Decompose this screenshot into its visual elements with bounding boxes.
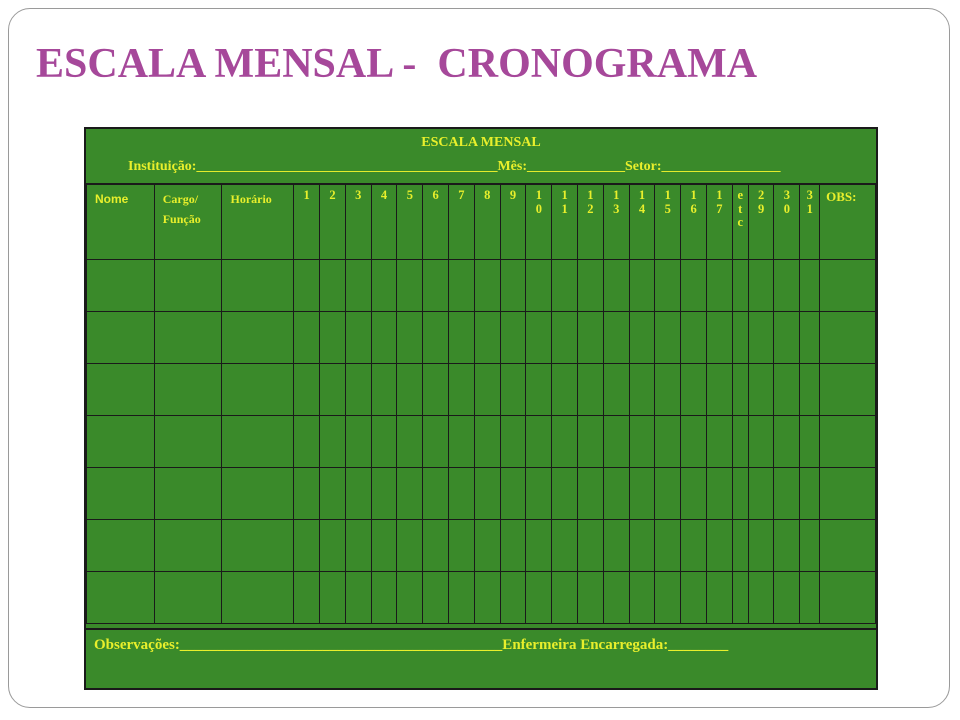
col-day-label: 1 3 — [613, 188, 620, 216]
schedule-cell[interactable] — [681, 468, 707, 520]
schedule-cell[interactable] — [800, 520, 820, 572]
col-day-label: 1 — [303, 188, 310, 202]
schedule-cell[interactable] — [294, 572, 320, 624]
col-day — [552, 185, 578, 260]
schedule-cell[interactable] — [603, 572, 629, 624]
schedule-cell[interactable] — [732, 520, 748, 572]
schedule-cell[interactable] — [87, 260, 155, 312]
col-cargo-line1: Cargo/ — [162, 192, 199, 206]
schedule-cell[interactable] — [820, 364, 876, 416]
col-day — [474, 185, 500, 260]
col-obs — [820, 185, 876, 260]
schedule-cell[interactable] — [500, 520, 526, 572]
schedule-cell[interactable] — [294, 260, 320, 312]
schedule-cell[interactable] — [371, 572, 397, 624]
schedule-cell[interactable] — [552, 572, 578, 624]
col-nome — [87, 185, 155, 260]
schedule-row — [87, 468, 876, 520]
schedule-cell[interactable] — [681, 364, 707, 416]
schedule-cell[interactable] — [371, 468, 397, 520]
schedule-cell[interactable] — [320, 364, 346, 416]
schedule-cell[interactable] — [774, 260, 800, 312]
schedule-cell[interactable] — [655, 468, 681, 520]
col-day — [800, 185, 820, 260]
schedule-cell[interactable] — [552, 364, 578, 416]
schedule-cell[interactable] — [294, 468, 320, 520]
col-day — [294, 185, 320, 260]
schedule-cell[interactable] — [371, 312, 397, 364]
slide-title: ESCALA MENSAL - CRONOGRAMA — [36, 41, 758, 87]
col-day-label: 1 7 — [716, 188, 723, 216]
schedule-cell[interactable] — [578, 572, 604, 624]
schedule-cell[interactable] — [222, 364, 294, 416]
schedule-cell[interactable] — [552, 312, 578, 364]
schedule-row — [87, 364, 876, 416]
schedule-cell[interactable] — [500, 416, 526, 468]
schedule-cell[interactable] — [320, 520, 346, 572]
schedule-cell[interactable] — [423, 572, 449, 624]
col-day-label: 2 9 — [757, 188, 765, 216]
schedule-cell[interactable] — [449, 416, 475, 468]
col-day — [371, 185, 397, 260]
schedule-cell[interactable] — [154, 312, 222, 364]
col-day — [732, 185, 748, 260]
schedule-cell[interactable] — [397, 468, 423, 520]
schedule-cell[interactable] — [681, 572, 707, 624]
schedule-cell[interactable] — [371, 520, 397, 572]
col-day — [629, 185, 655, 260]
schedule-cell[interactable] — [500, 312, 526, 364]
schedule-cell[interactable] — [154, 260, 222, 312]
schedule-cell[interactable] — [707, 572, 733, 624]
schedule-cell[interactable] — [707, 468, 733, 520]
schedule-cell[interactable] — [500, 260, 526, 312]
schedule-cell[interactable] — [603, 312, 629, 364]
schedule-cell[interactable] — [345, 416, 371, 468]
schedule-cell[interactable] — [774, 468, 800, 520]
col-cargo — [154, 185, 222, 260]
schedule-cell[interactable] — [820, 572, 876, 624]
schedule-cell[interactable] — [732, 364, 748, 416]
schedule-cell[interactable] — [681, 312, 707, 364]
schedule-cell[interactable] — [732, 572, 748, 624]
schedule-cell[interactable] — [87, 468, 155, 520]
institution-month-sector-line: Instituição:___________________________________________Mês:______________Setor:_________________ — [128, 159, 781, 174]
col-day — [578, 185, 604, 260]
schedule-cell[interactable] — [800, 312, 820, 364]
schedule-cell[interactable] — [732, 468, 748, 520]
col-day — [526, 185, 552, 260]
schedule-cell[interactable] — [345, 260, 371, 312]
schedule-cell[interactable] — [449, 572, 475, 624]
schedule-cell[interactable] — [294, 364, 320, 416]
schedule-cell[interactable] — [474, 468, 500, 520]
schedule-cell[interactable] — [294, 312, 320, 364]
col-cargo-line2: Função — [162, 212, 201, 226]
schedule-cell[interactable] — [748, 260, 774, 312]
col-day — [707, 185, 733, 260]
schedule-cell[interactable] — [345, 364, 371, 416]
schedule-cell[interactable] — [87, 416, 155, 468]
schedule-cell[interactable] — [774, 572, 800, 624]
col-day-label: 1 1 — [561, 188, 568, 216]
schedule-cell[interactable] — [397, 520, 423, 572]
col-day-label: e t c — [737, 188, 744, 229]
schedule-cell[interactable] — [629, 572, 655, 624]
col-obs-label: OBS: — [826, 189, 857, 204]
schedule-cell[interactable] — [603, 260, 629, 312]
schedule-cell[interactable] — [732, 312, 748, 364]
col-day-label: 8 — [484, 188, 491, 202]
schedule-cell[interactable] — [87, 364, 155, 416]
schedule-cell[interactable] — [526, 468, 552, 520]
schedule-cell[interactable] — [500, 364, 526, 416]
schedule-cell[interactable] — [449, 312, 475, 364]
schedule-cell[interactable] — [294, 416, 320, 468]
schedule-cell[interactable] — [154, 416, 222, 468]
col-day-label: 1 0 — [535, 188, 542, 216]
schedule-cell[interactable] — [345, 468, 371, 520]
schedule-cell[interactable] — [578, 260, 604, 312]
schedule-cell[interactable] — [748, 468, 774, 520]
col-day — [748, 185, 774, 260]
schedule-cell[interactable] — [578, 520, 604, 572]
schedule-cell[interactable] — [397, 260, 423, 312]
schedule-cell[interactable] — [397, 312, 423, 364]
col-day-label: 3 0 — [783, 188, 790, 216]
col-day — [774, 185, 800, 260]
col-day-label: 5 — [406, 188, 413, 202]
schedule-cell[interactable] — [449, 520, 475, 572]
schedule-cell[interactable] — [449, 364, 475, 416]
schedule-cell[interactable] — [629, 312, 655, 364]
col-day-label: 1 4 — [638, 188, 646, 216]
col-day-label: 7 — [458, 188, 465, 202]
col-day-label: 2 — [329, 188, 336, 202]
schedule-cell[interactable] — [748, 520, 774, 572]
schedule-cell[interactable] — [707, 520, 733, 572]
schedule-cell[interactable] — [732, 416, 748, 468]
schedule-cell[interactable] — [655, 416, 681, 468]
schedule-cell[interactable] — [474, 520, 500, 572]
schedule-cell[interactable] — [552, 416, 578, 468]
schedule-cell[interactable] — [154, 520, 222, 572]
schedule-cell[interactable] — [474, 260, 500, 312]
schedule-cell[interactable] — [222, 416, 294, 468]
form-title: ESCALA MENSAL — [421, 135, 541, 150]
schedule-cell[interactable] — [320, 416, 346, 468]
schedule-cell[interactable] — [800, 572, 820, 624]
schedule-cell[interactable] — [820, 312, 876, 364]
schedule-cell[interactable] — [397, 416, 423, 468]
schedule-cell[interactable] — [154, 572, 222, 624]
col-day — [500, 185, 526, 260]
schedule-cell[interactable] — [629, 520, 655, 572]
schedule-cell[interactable] — [820, 416, 876, 468]
schedule-cell[interactable] — [320, 260, 346, 312]
schedule-cell[interactable] — [732, 260, 748, 312]
schedule-cell[interactable] — [603, 520, 629, 572]
col-day — [603, 185, 629, 260]
col-day — [423, 185, 449, 260]
col-day — [681, 185, 707, 260]
schedule-row — [87, 520, 876, 572]
schedule-cell[interactable] — [629, 416, 655, 468]
col-day-label: 3 1 — [806, 188, 813, 216]
schedule-cell[interactable] — [800, 260, 820, 312]
schedule-cell[interactable] — [707, 416, 733, 468]
schedule-cell[interactable] — [681, 416, 707, 468]
schedule-cell[interactable] — [774, 312, 800, 364]
schedule-cell[interactable] — [820, 260, 876, 312]
schedule-cell[interactable] — [655, 520, 681, 572]
schedule-cell[interactable] — [655, 312, 681, 364]
schedule-cell[interactable] — [552, 520, 578, 572]
schedule-cell[interactable] — [552, 260, 578, 312]
schedule-cell[interactable] — [345, 520, 371, 572]
schedule-cell[interactable] — [397, 364, 423, 416]
col-day — [345, 185, 371, 260]
schedule-cell[interactable] — [526, 364, 552, 416]
schedule-cell[interactable] — [423, 416, 449, 468]
schedule-cell[interactable] — [222, 312, 294, 364]
schedule-cell[interactable] — [423, 312, 449, 364]
schedule-cell[interactable] — [345, 572, 371, 624]
schedule-cell[interactable] — [222, 468, 294, 520]
schedule-cell[interactable] — [222, 520, 294, 572]
schedule-cell[interactable] — [320, 312, 346, 364]
schedule-cell[interactable] — [87, 312, 155, 364]
schedule-cell[interactable] — [748, 572, 774, 624]
col-day — [320, 185, 346, 260]
col-day — [449, 185, 475, 260]
schedule-cell[interactable] — [320, 468, 346, 520]
schedule-cell[interactable] — [820, 468, 876, 520]
schedule-row — [87, 260, 876, 312]
schedule-cell[interactable] — [578, 416, 604, 468]
col-day-label: 1 2 — [587, 188, 594, 216]
schedule-cell[interactable] — [371, 260, 397, 312]
col-horario — [222, 185, 294, 260]
schedule-cell[interactable] — [603, 364, 629, 416]
schedule-cell[interactable] — [629, 260, 655, 312]
schedule-cell[interactable] — [800, 468, 820, 520]
schedule-cell[interactable] — [603, 468, 629, 520]
schedule-row — [87, 572, 876, 624]
schedule-cell[interactable] — [655, 572, 681, 624]
schedule-cell[interactable] — [222, 572, 294, 624]
schedule-cell[interactable] — [774, 520, 800, 572]
schedule-cell[interactable] — [294, 520, 320, 572]
col-day-label: 6 — [432, 188, 439, 202]
schedule-cell[interactable] — [474, 416, 500, 468]
schedule-form — [84, 127, 878, 690]
schedule-cell[interactable] — [397, 572, 423, 624]
schedule-cell[interactable] — [371, 364, 397, 416]
schedule-cell[interactable] — [423, 520, 449, 572]
schedule-cell[interactable] — [371, 416, 397, 468]
schedule-cell[interactable] — [423, 364, 449, 416]
schedule-row — [87, 416, 876, 468]
schedule-cell[interactable] — [87, 520, 155, 572]
col-day-label: 1 5 — [664, 188, 671, 216]
schedule-cell[interactable] — [154, 468, 222, 520]
schedule-cell[interactable] — [707, 364, 733, 416]
schedule-cell[interactable] — [800, 416, 820, 468]
schedule-cell[interactable] — [774, 364, 800, 416]
header-row — [87, 185, 876, 260]
schedule-cell[interactable] — [748, 416, 774, 468]
schedule-cell[interactable] — [526, 260, 552, 312]
schedule-cell[interactable] — [449, 468, 475, 520]
schedule-cell[interactable] — [474, 312, 500, 364]
schedule-cell[interactable] — [449, 260, 475, 312]
col-nome-label: Nome — [95, 192, 129, 206]
schedule-row — [87, 312, 876, 364]
schedule-cell[interactable] — [774, 416, 800, 468]
schedule-cell[interactable] — [500, 572, 526, 624]
schedule-cell[interactable] — [820, 520, 876, 572]
schedule-cell[interactable] — [655, 260, 681, 312]
schedule-cell[interactable] — [154, 364, 222, 416]
schedule-cell[interactable] — [345, 312, 371, 364]
schedule-cell[interactable] — [87, 572, 155, 624]
schedule-cell[interactable] — [474, 364, 500, 416]
schedule-cell[interactable] — [655, 364, 681, 416]
schedule-cell[interactable] — [707, 260, 733, 312]
col-cargo-label — [155, 185, 222, 229]
schedule-cell[interactable] — [681, 520, 707, 572]
schedule-cell[interactable] — [578, 468, 604, 520]
schedule-cell[interactable] — [629, 468, 655, 520]
col-day — [397, 185, 423, 260]
schedule-cell[interactable] — [578, 312, 604, 364]
observations-nurse-line: Observações:___________________________________________Enfermeira Encarregada:________ — [94, 637, 729, 653]
schedule-cell[interactable] — [552, 468, 578, 520]
schedule-cell[interactable] — [748, 312, 774, 364]
schedule-cell[interactable] — [707, 312, 733, 364]
schedule-cell[interactable] — [800, 364, 820, 416]
schedule-cell[interactable] — [423, 468, 449, 520]
schedule-cell[interactable] — [526, 416, 552, 468]
schedule-cell[interactable] — [500, 468, 526, 520]
schedule-cell[interactable] — [423, 260, 449, 312]
col-day-label: 4 — [380, 188, 388, 202]
schedule-cell[interactable] — [603, 416, 629, 468]
footer-divider — [86, 628, 876, 630]
schedule-cell[interactable] — [578, 364, 604, 416]
col-horario-label: Horário — [230, 192, 272, 206]
col-day-label: 1 6 — [690, 188, 697, 216]
schedule-cell[interactable] — [526, 572, 552, 624]
schedule-grid — [86, 184, 876, 624]
schedule-cell[interactable] — [681, 260, 707, 312]
schedule-cell[interactable] — [526, 520, 552, 572]
col-day-label: 9 — [509, 188, 517, 202]
col-day — [655, 185, 681, 260]
schedule-cell[interactable] — [474, 572, 500, 624]
schedule-cell[interactable] — [222, 260, 294, 312]
schedule-cell[interactable] — [320, 572, 346, 624]
schedule-cell[interactable] — [748, 364, 774, 416]
schedule-cell[interactable] — [629, 364, 655, 416]
col-day-label: 3 — [355, 188, 362, 202]
schedule-cell[interactable] — [526, 312, 552, 364]
